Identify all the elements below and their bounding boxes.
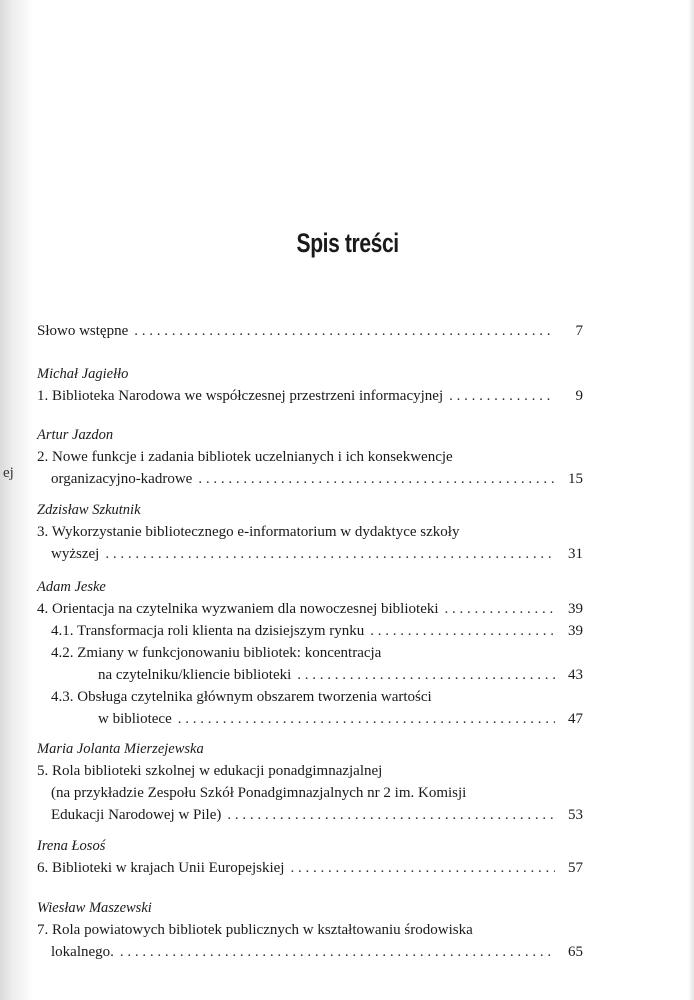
- toc-entry-title: 4. Orientacja na czytelnika wyzwaniem dla nowoczesnej biblioteki: [37, 601, 439, 617]
- book-spine-shadow: [0, 0, 34, 1000]
- toc-entry-6: [37, 836, 583, 880]
- toc-subentry-4-2: [37, 643, 583, 665]
- dot-leader: [134, 321, 555, 341]
- toc-entry-1: [37, 364, 583, 408]
- toc-subentry-title: 4.3. Obsługa czytelnika głównym obszarem tworzenia wartości: [51, 689, 432, 705]
- toc-line: [37, 709, 583, 731]
- toc-line: [37, 522, 583, 544]
- toc-line: [37, 858, 583, 880]
- dot-leader: [370, 621, 555, 641]
- toc-line: [37, 942, 583, 964]
- toc-author: Artur Jazdon: [37, 427, 114, 443]
- toc-subentry-4-3: [37, 687, 583, 709]
- toc-entry-5: [37, 739, 583, 827]
- toc-author: Irena Łosoś: [37, 838, 106, 854]
- dot-leader: [449, 386, 555, 406]
- toc-subentry-4-1: [37, 621, 583, 643]
- toc-line: [37, 920, 583, 942]
- toc-page-number: 31: [568, 546, 583, 562]
- dot-leader: [445, 599, 555, 619]
- toc-page-number: 15: [568, 471, 583, 487]
- toc-page-number: 39: [568, 623, 583, 639]
- toc-page-number: 57: [568, 860, 583, 876]
- dot-leader: [178, 709, 555, 729]
- toc-entry-title: 7. Rola powiatowych bibliotek publicznych w kształtowaniu środowiska: [37, 922, 473, 938]
- toc-author: Wiesław Maszewski: [37, 900, 152, 916]
- toc-subentry-title: 4.1. Transformacja roli klienta na dzisiejszym rynku: [51, 623, 365, 639]
- toc-entry-title-continued: organizacyjno-kadrowe: [51, 471, 193, 487]
- toc-author: Adam Jeske: [37, 579, 106, 595]
- toc-entry-title-continued: lokalnego.: [51, 944, 114, 960]
- page-edge: [688, 0, 694, 1000]
- dot-leader: [297, 665, 555, 685]
- page-title: Spis treści: [296, 228, 399, 258]
- toc-entry-title: 2. Nowe funkcje i zadania bibliotek uczelnianych i ich konsekwencje: [37, 449, 453, 465]
- toc-line: [37, 599, 583, 621]
- toc-entry-foreword: [37, 321, 583, 343]
- toc-line: [37, 761, 583, 783]
- toc-subentry-title-continued: w bibliotece: [98, 711, 172, 727]
- toc-entry-title: 3. Wykorzystanie bibliotecznego e-informatorium w dydaktyce szkoły: [37, 524, 460, 540]
- toc-subentry-title-continued: na czytelniku/kliencie biblioteki: [98, 667, 292, 683]
- dot-leader: [227, 805, 555, 825]
- toc-subentry-title: 4.2. Zmiany w funkcjonowaniu bibliotek: koncentracja: [51, 645, 382, 661]
- dot-leader: [105, 544, 555, 564]
- toc-line: [37, 665, 583, 687]
- dot-leader: [290, 858, 555, 878]
- toc-page-number: 7: [575, 323, 583, 339]
- toc-entry-title: Słowo wstępne: [37, 323, 129, 339]
- toc-line: [37, 469, 583, 491]
- toc-page-number: 53: [568, 807, 583, 823]
- toc-entry-title: 5. Rola biblioteki szkolnej w edukacji ponadgimnazjalnej: [37, 763, 383, 779]
- toc-entry-7: [37, 898, 583, 964]
- toc-line: [37, 805, 583, 827]
- table-of-contents: [37, 0, 583, 1000]
- toc-page-number: 43: [568, 667, 583, 683]
- toc-line: [37, 783, 583, 805]
- toc-line: [37, 321, 583, 343]
- facing-page-text-fragment: ej: [3, 465, 14, 481]
- toc-page-number: 9: [575, 388, 583, 404]
- toc-entry-3: [37, 500, 583, 566]
- toc-entry-title: 1. Biblioteka Narodowa we współczesnej przestrzeni informacyjnej: [37, 388, 444, 404]
- toc-entry-title: 6. Biblioteki w krajach Unii Europejskiej: [37, 860, 285, 876]
- toc-author: Michał Jagiełło: [37, 366, 129, 382]
- toc-page-number: 39: [568, 601, 583, 617]
- toc-entry-4: [37, 577, 583, 731]
- toc-author: Maria Jolanta Mierzejewska: [37, 741, 204, 757]
- dot-leader: [120, 942, 555, 962]
- toc-page-number: 47: [568, 711, 583, 727]
- toc-entry-title-continued: wyższej: [51, 546, 100, 562]
- toc-entry-title-continued: (na przykładzie Zespołu Szkół Ponadgimnazjalnych nr 2 im. Komisji: [51, 785, 467, 801]
- toc-line: [37, 447, 583, 469]
- dot-leader: [198, 469, 555, 489]
- toc-line: [37, 386, 583, 408]
- toc-author: Zdzisław Szkutnik: [37, 502, 141, 518]
- toc-line: [37, 544, 583, 566]
- toc-page-number: 65: [568, 944, 583, 960]
- toc-entry-2: [37, 425, 583, 491]
- toc-entry-title-continued: Edukacji Narodowej w Pile): [51, 807, 222, 823]
